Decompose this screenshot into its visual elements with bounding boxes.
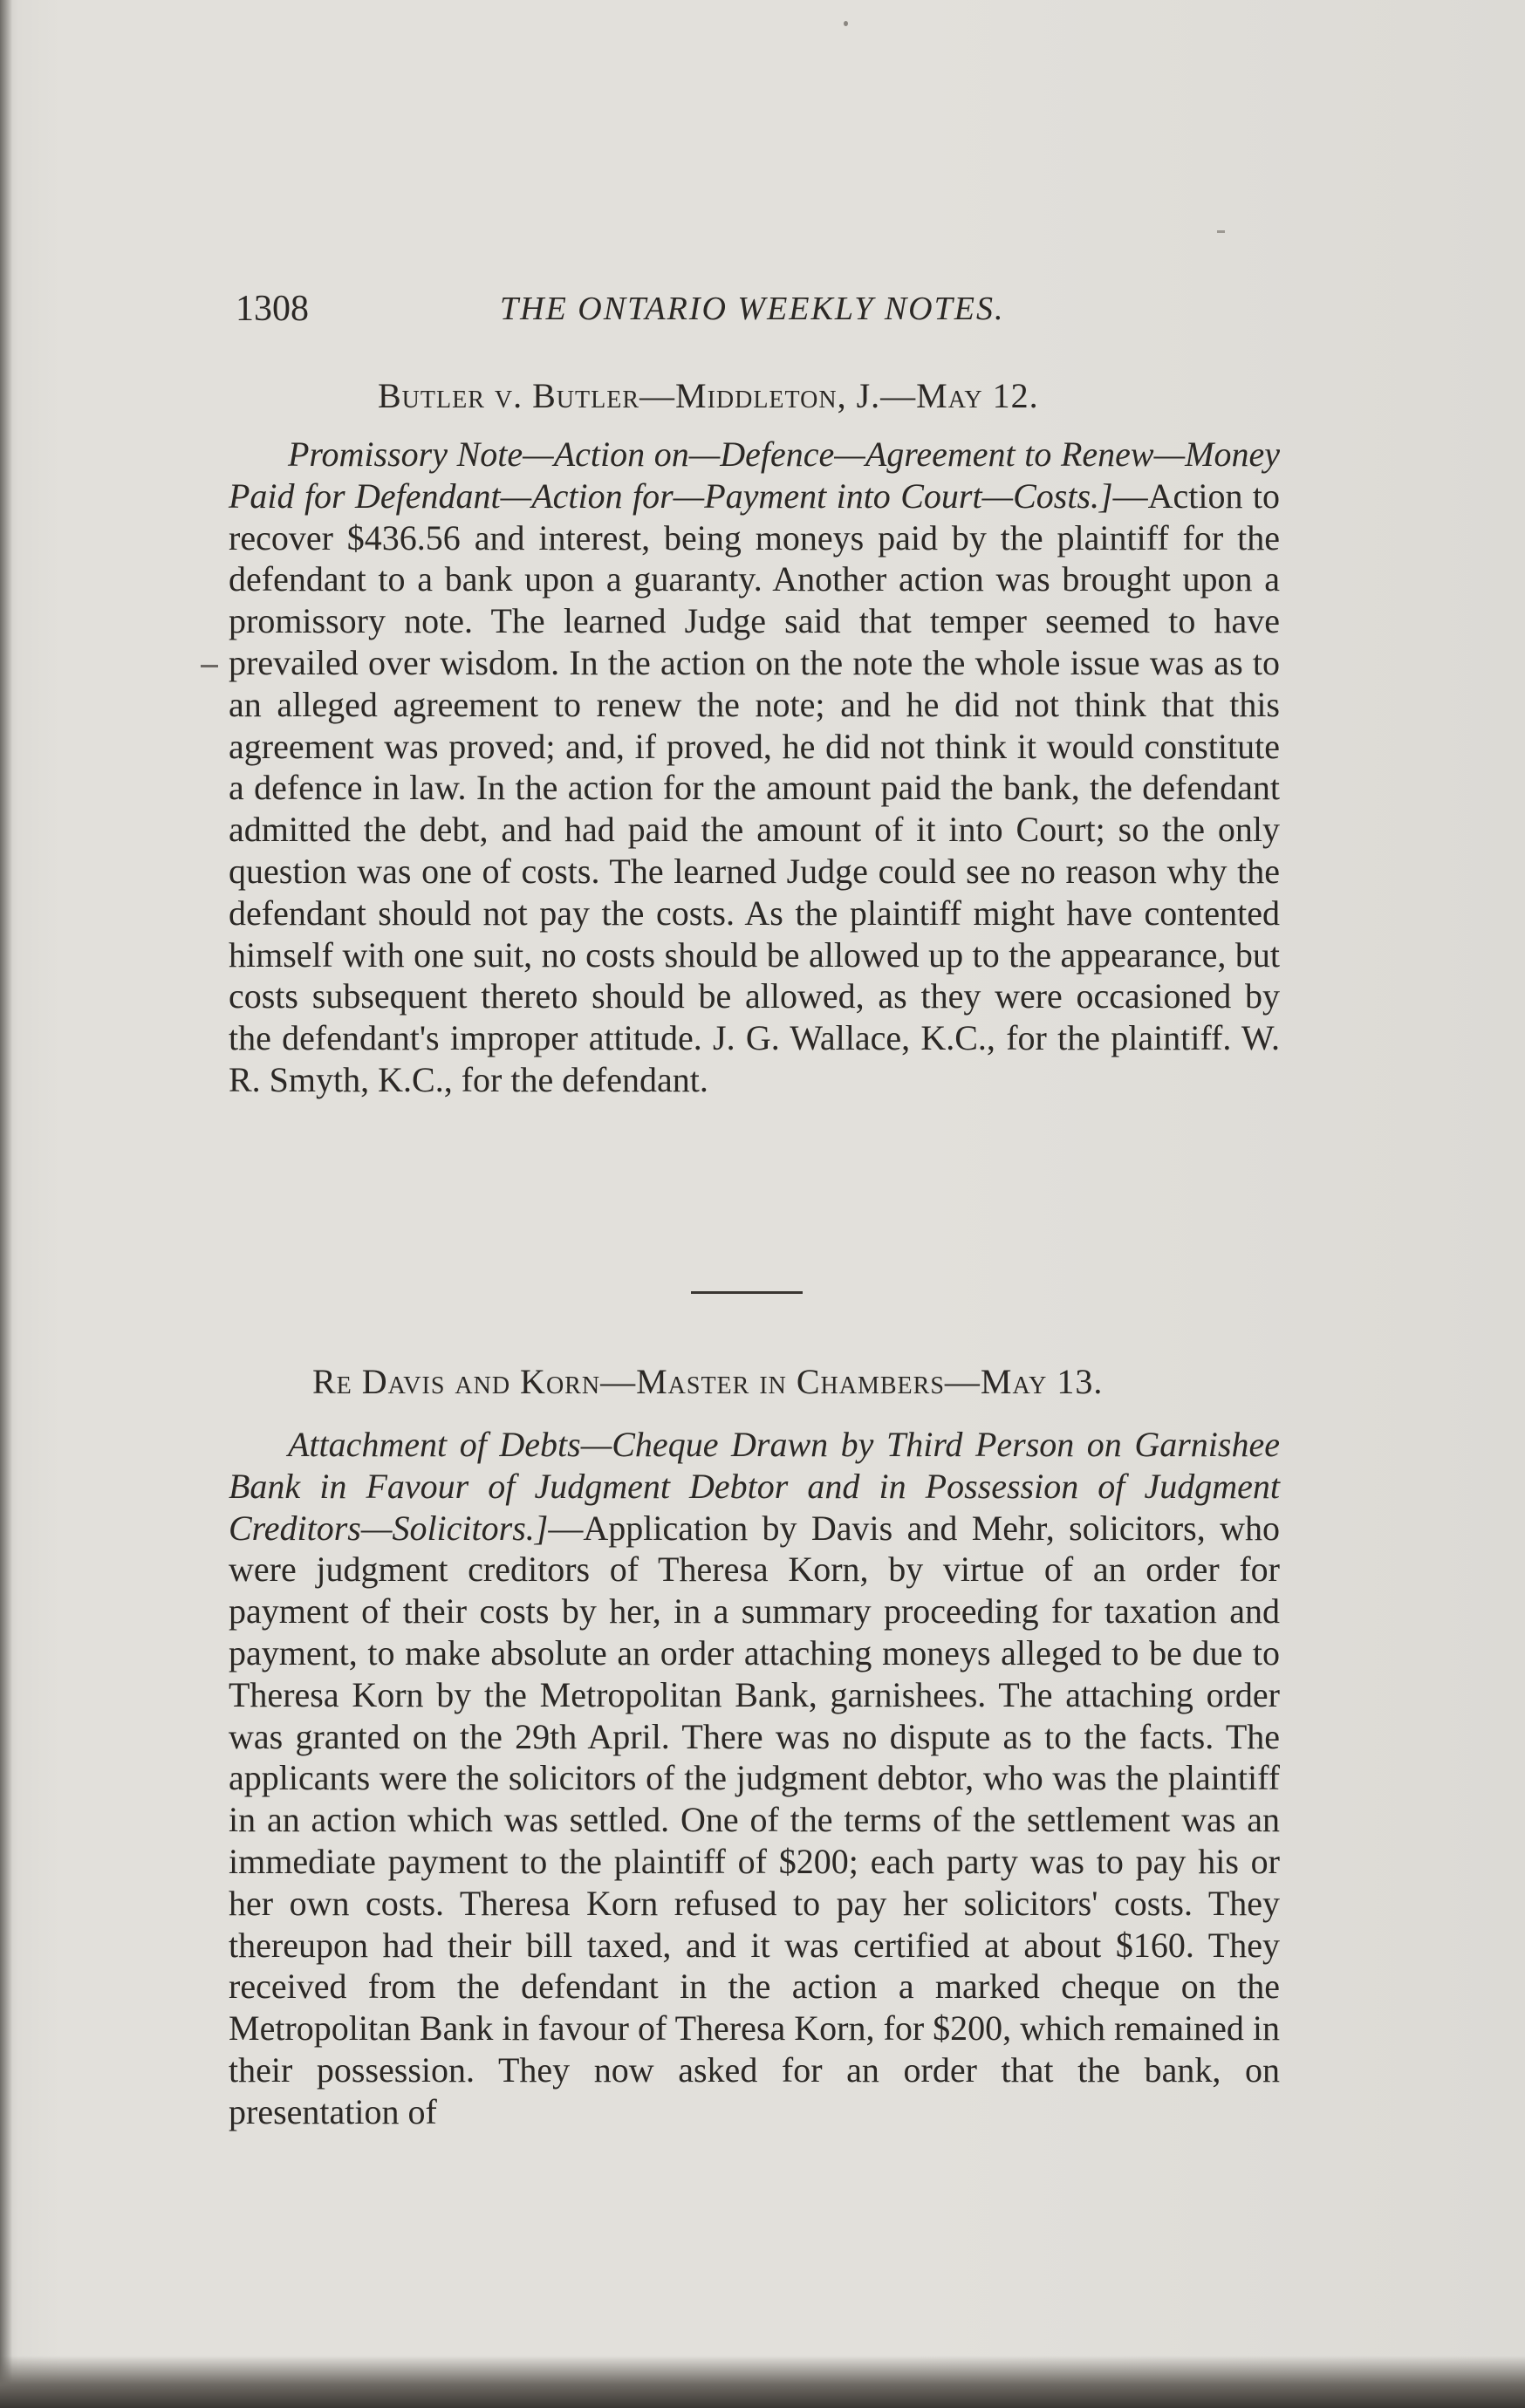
case-body: —Application by Davis and Mehr, solicitors, who were judgment creditors of Theresa Korn, by virtue of an order for payment of their costs by her, in a summary proceeding for taxation and payment, to make absolute an order attaching moneys alleged to be due to Theresa Korn by the Metropolitan Bank, garnishees. The attaching order was granted on the 29th April. There was no dispute as to the facts. The applicants were the solicitors of the judgment debtor, who was the plaintiff in an action which was settled. One of the terms of the settlement was an immediate payment to the plaintiff of $200; each party was to pay his or her own costs. Theresa Korn refused to pay her solicitors' costs. They thereupon had their bill taxed, and it was certified at about $160. They received from the defendant in the action a marked cheque on the Metropolitan Bank in favour of Theresa Korn, for $200, which remained in their possession. They now asked for an order that the bank, on presentation of [229,1508,1280,2131]
title-dash: — [600,1362,637,1401]
title-dash: — [944,1362,981,1401]
case-date: May 12. [916,376,1039,415]
case-judge: Master in Chambers [636,1362,945,1401]
case-parties: Butler v. Butler [378,376,639,415]
case-parties: Re Davis and Korn [312,1362,601,1401]
margin-mark [201,665,218,667]
case-date: May 13. [980,1362,1104,1401]
case-headnote: Attachment of Debts—Cheque Drawn by Third Person on Garnishee Bank in Favour of Judgment Debtor and in Possession of Judgment Creditors—Solicitors.] [229,1425,1280,1548]
paper-speck [844,21,848,26]
case-judge: Middleton, J. [675,376,881,415]
case-title [312,1361,1103,1402]
case-report [229,1424,1280,2133]
paper-speck [1217,230,1225,233]
case-title [378,375,1039,416]
running-header [236,288,1282,340]
page-bottom-shadow [0,2356,1525,2408]
section-divider [691,1291,803,1294]
case-body: —Action to recover $436.56 and interest, being moneys paid by the plaintiff for the defendant to a bank upon a guaranty. Another action was brought upon a promissory note. The learned Judge said that temper seemed to have prevailed over wisdom. In the action on the note the whole issue was as to an alleged agreement to renew the note; and he did not think that this agreement was proved; and, if proved, he did not think it would constitute a defence in law. In the action for the amount paid the bank, the defendant admitted the debt, and had paid the amount of it into Court; so the only question was one of costs. The learned Judge could see no reason why the defendant should not pay the costs. As the plaintiff might have contented himself with one suit, no costs should be allowed up to the appearance, but costs subsequent thereto should be allowed, as they were occasioned by the defendant's improper attitude. J. G. Wallace, K.C., for the plaintiff. W. R. Smyth, K.C., for the defendant. [229,475,1280,1099]
page-binding-edge [0,0,12,2408]
title-dash: — [880,376,917,415]
title-dash: — [639,376,675,415]
case-headnote: Promissory Note—Action on—Defence—Agreement to Renew—Money Paid for Defendant—Action for—Payment into Court—Costs.] [229,434,1280,516]
running-title: THE ONTARIO WEEKLY NOTES. [500,291,1005,327]
page-number: 1308 [236,289,309,329]
case-report [229,434,1280,1101]
